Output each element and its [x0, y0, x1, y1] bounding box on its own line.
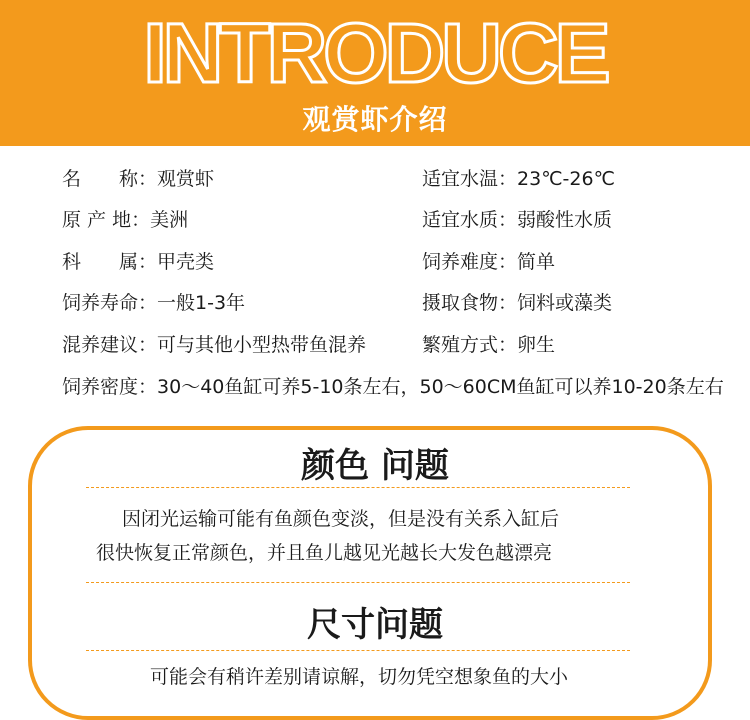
mix-value: 可与其他小型热带鱼混养	[157, 334, 367, 356]
info-row-breeding	[422, 332, 555, 358]
info-row-difficulty	[422, 249, 555, 275]
name-value: 观赏虾	[157, 168, 215, 190]
density-label: 饲养密度：	[62, 376, 158, 398]
info-row-mix	[62, 332, 366, 358]
lifespan-value: 一般1-3年	[157, 292, 246, 314]
food-label: 摄取食物：	[422, 292, 518, 314]
difficulty-label: 饲养难度：	[422, 251, 518, 273]
name-label: 名 称：	[62, 168, 158, 190]
info-row-lifespan	[62, 290, 245, 316]
origin-label: 原 产 地：	[62, 209, 151, 231]
info-row-water-quality	[422, 207, 612, 233]
origin-value: 美洲	[150, 209, 189, 231]
banner-subtitle: 观赏虾介绍	[302, 103, 448, 136]
header-banner	[0, 0, 750, 146]
size-section-heading: 尺寸问题	[307, 605, 443, 645]
divider	[86, 650, 630, 651]
lifespan-label: 饲养寿命：	[62, 292, 158, 314]
info-row-family	[62, 249, 214, 275]
breeding-value: 卵生	[517, 334, 556, 356]
water-quality-label: 适宜水质：	[422, 209, 518, 231]
info-row-origin	[62, 207, 188, 233]
water-temp-label: 适宜水温：	[422, 168, 518, 190]
info-row-food	[422, 290, 612, 316]
info-row-density	[62, 374, 724, 400]
density-value: 30～40鱼缸可养5-10条左右，50～60CM鱼缸可以养10-20条左右	[157, 376, 724, 398]
color-section-heading: 颜色 问题	[301, 446, 449, 486]
mix-label: 混养建议：	[62, 334, 158, 356]
breeding-label: 繁殖方式：	[422, 334, 518, 356]
family-label: 科 属：	[62, 251, 158, 273]
family-value: 甲壳类	[157, 251, 215, 273]
info-row-name	[62, 166, 214, 192]
food-value: 饲料或藻类	[517, 292, 613, 314]
banner-title: INTRODUCE	[143, 6, 607, 100]
divider	[86, 582, 630, 583]
difficulty-value: 简单	[517, 251, 556, 273]
water-temp-value: 23℃-26℃	[517, 168, 615, 190]
color-section-line-2: 很快恢复正常颜色，并且鱼儿越见光越长大发色越漂亮	[96, 542, 553, 564]
water-quality-value: 弱酸性水质	[517, 209, 613, 231]
info-row-water-temp	[422, 166, 615, 192]
divider	[86, 487, 630, 488]
color-section-line-1: 因闭光运输可能有鱼颜色变淡，但是没有关系入缸后	[122, 508, 560, 530]
size-section-line-1: 可能会有稍许差别请谅解，切勿凭空想象鱼的大小	[150, 666, 569, 688]
